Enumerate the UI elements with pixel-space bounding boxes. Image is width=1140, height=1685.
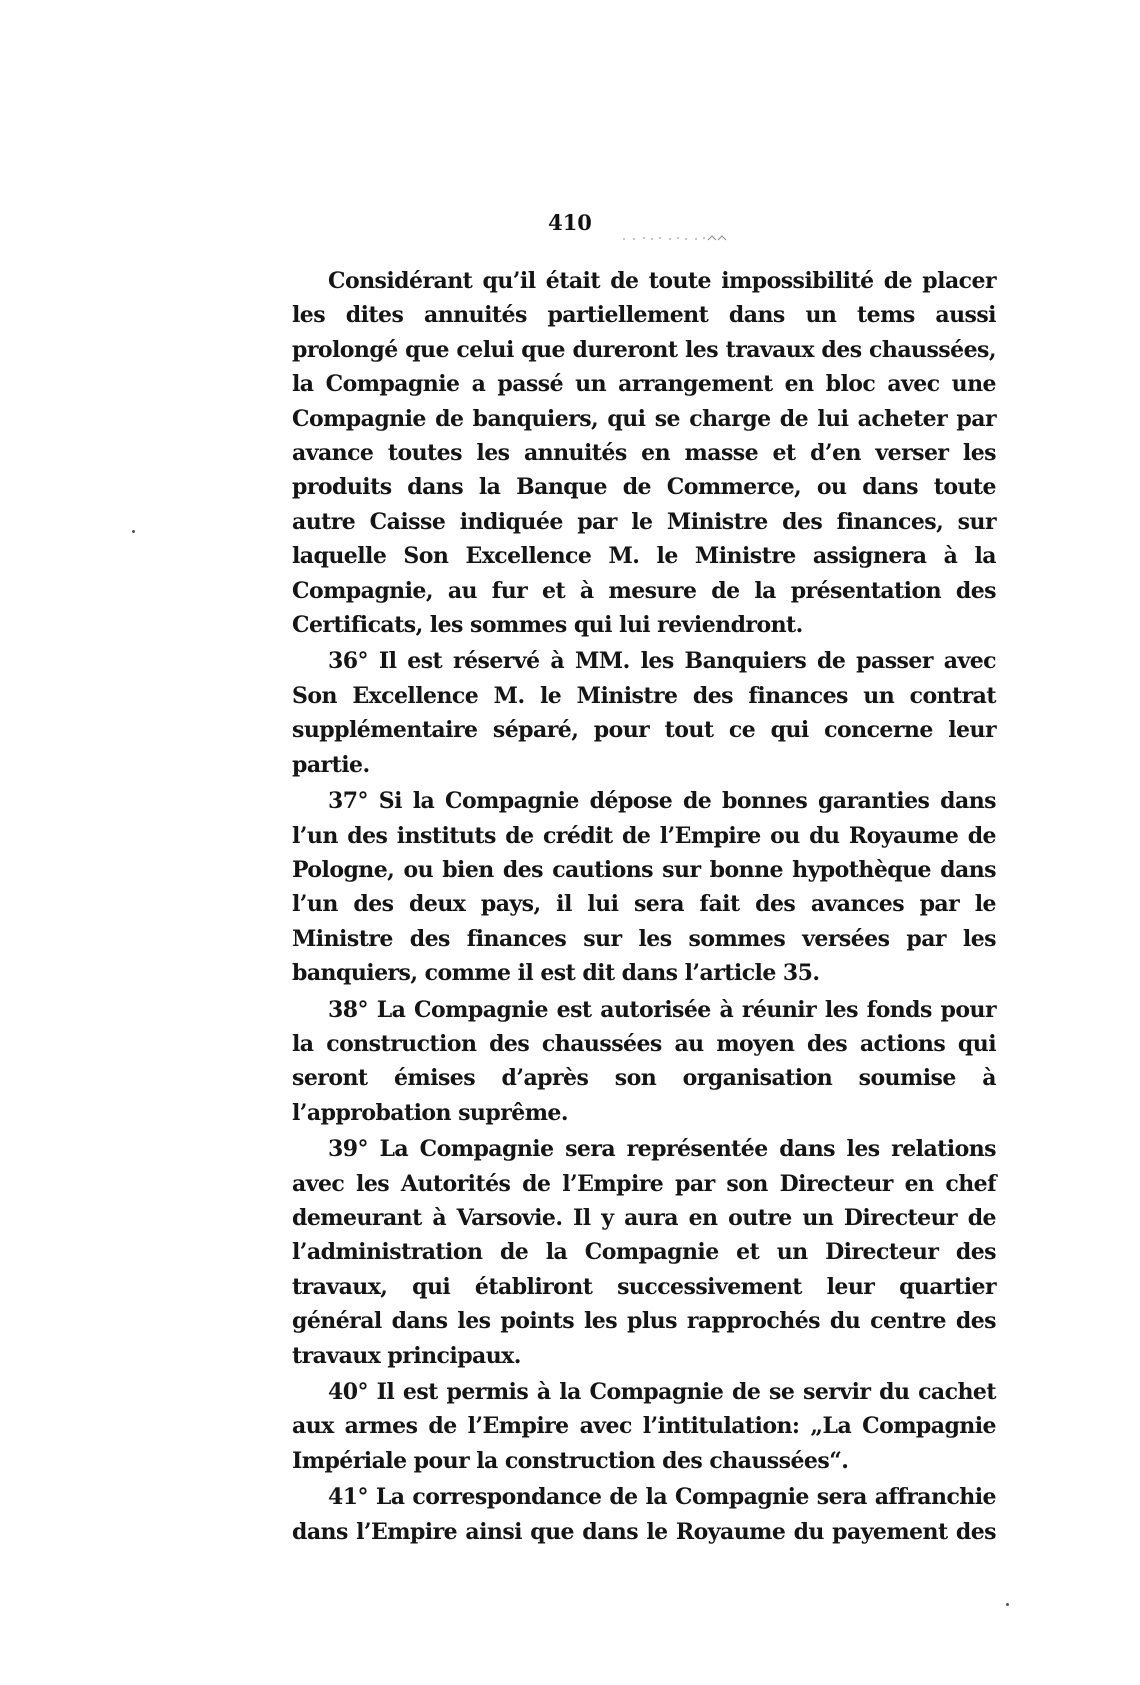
- margin-speck: [132, 530, 135, 533]
- margin-speck: [1006, 1603, 1009, 1606]
- body-text: [292, 264, 996, 1549]
- paragraph-article-38: 38° La Compagnie est autorisée à réunir les fonds pour la construction des chaussées au moyen des actions qui seront émises d’après son organisation soumise à l’approbation suprême.: [292, 996, 996, 1126]
- paragraph-article-36: 36° Il est réservé à MM. les Banquiers de passer avec Son Excellence M. le Ministre des finances un contrat supplémentaire séparé, pour tout ce qui concerne leur partie.: [292, 648, 996, 778]
- paragraph-article-40: 40° Il est permis à la Compagnie de se servir du cachet aux armes de l’Empire avec l’intitulation: „La Compagnie Impériale pour la construction des chaussées“.: [292, 1379, 996, 1474]
- scan-mark-dots: [620, 234, 730, 244]
- page-number: 410: [548, 210, 592, 235]
- paragraph-article-37: 37° Si la Compagnie dépose de bonnes garanties dans l’un des instituts de crédit de l’Empire ou du Royaume de Pologne, ou bien des cautions sur bonne hypothèque dans l’un des deux pays, il lui sera fait des avances par le Ministre des finances sur les sommes versées par les banquiers, comme il est dit dans l’article 35.: [292, 788, 996, 987]
- paragraph-article-41: 41° La correspondance de la Compagnie sera affranchie dans l’Empire ainsi que dans le Royaume du payement des: [292, 1484, 996, 1545]
- paragraph-considerant: Considérant qu’il était de toute impossibilité de placer les dites annuités partiellement dans un tems aussi prolongé que celui que dureront les travaux des chaussées, la Compagnie a passé un arrangement en bloc avec une Compagnie de banquiers, qui se charge de lui acheter par avance toutes les annuités en masse et d’en verser les produits dans la Banque de Commerce, ou dans toute autre Caisse indiquée par le Ministre des finances, sur laquelle Son Excellence M. le Ministre assignera à la Compagnie, au fur et à mesure de la présentation des Certificats, les sommes qui lui reviendront.: [292, 268, 996, 639]
- paragraph-article-39: 39° La Compagnie sera représentée dans les relations avec les Autorités de l’Empire par son Directeur en chef demeurant à Varsovie. Il y aura en outre un Directeur de l’administration de la Compagnie et un Directeur des travaux, qui établiront successivement leur quartier général dans les points les plus rapprochés du centre des travaux principaux.: [292, 1136, 996, 1369]
